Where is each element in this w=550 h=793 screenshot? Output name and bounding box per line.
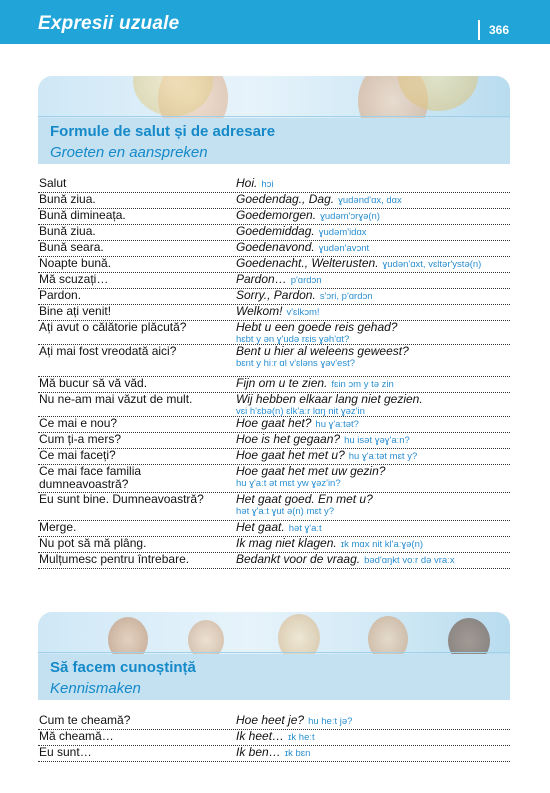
dutch-phrase-cell	[236, 273, 516, 287]
romanian-phrase: Bine ați venit!	[39, 304, 112, 318]
phrase-row	[38, 714, 510, 730]
pronunciation: ɣudən'avɔnt	[318, 243, 370, 254]
dutch-phrase-cell	[236, 257, 516, 271]
phrase-row	[38, 417, 510, 433]
dutch-phrase: Hoe heet je?	[236, 713, 305, 727]
phrase-row	[38, 730, 510, 746]
pronunciation: hu ɣ'aːtət mɛt y?	[348, 451, 418, 462]
pronunciation: hɛbt y ən ɣ'udə rɛis ɣəh'ɑt?	[236, 334, 350, 345]
phrase-row	[38, 377, 510, 393]
header-bar	[0, 0, 550, 44]
romanian-phrase: Nu ne-am mai văzut de mult.	[39, 392, 193, 406]
dutch-phrase: Pardon…	[236, 272, 287, 286]
pronunciation: hu ɣ'aːtət?	[315, 419, 359, 430]
dutch-phrase: Ik heet…	[236, 729, 285, 743]
phrase-row	[38, 345, 510, 377]
phrase-row	[38, 746, 510, 762]
section-heading	[38, 654, 510, 700]
dutch-phrase: Hoe gaat het met uw gezin?	[236, 464, 386, 478]
dutch-phrase: Goedenacht., Welterusten.	[236, 256, 379, 270]
dutch-phrase-cell	[236, 177, 516, 191]
phrase-row	[38, 177, 510, 193]
dutch-phrase-cell	[236, 241, 516, 255]
dutch-phrase-cell	[236, 393, 516, 417]
romanian-phrase: Mă cheamă…	[39, 729, 114, 743]
pronunciation: s'ɔri, p'ɑrdɔn	[319, 291, 373, 302]
pronunciation: hət ɣ'aːt ɣut ə(n) mɛt y?	[236, 506, 335, 517]
phrase-row	[38, 393, 510, 417]
dutch-phrase: Hebt u een goede reis gehad?	[236, 320, 398, 334]
dutch-phrase: Bedankt voor de vraag.	[236, 552, 361, 566]
dutch-phrase: Hoe gaat het?	[236, 416, 312, 430]
pronunciation: fɛin ɔm y tə zin	[331, 379, 394, 390]
phrase-row	[38, 241, 510, 257]
dutch-phrase: Hoe gaat het met u?	[236, 448, 345, 462]
dutch-phrase: Hoe is het gegaan?	[236, 432, 341, 446]
pronunciation: ɣudən'ɑxt, vɛltər'ystə(n)	[382, 259, 482, 270]
phrase-row	[38, 193, 510, 209]
phrase-row	[38, 257, 510, 273]
dutch-phrase: Welkom!	[236, 304, 283, 318]
dutch-phrase-cell	[236, 345, 516, 369]
dutch-phrase: Wij hebben elkaar lang niet gezien.	[236, 392, 423, 406]
phrase-row	[38, 537, 510, 553]
pronunciation: vɛi h'ɛbə(n) ɛlk'aːr lɑŋ nit ɣəz'in	[236, 406, 365, 417]
dutch-phrase-cell	[236, 377, 516, 391]
dutch-phrase-cell	[236, 730, 516, 744]
romanian-phrase: Ce mai face familia dumneavoastră?	[39, 464, 142, 491]
page-number: 366	[489, 23, 510, 37]
pronunciation: ɪk heːt	[288, 732, 315, 743]
romanian-phrase: Mulțumesc pentru întrebare.	[39, 552, 190, 566]
romanian-phrase: Bună seara.	[39, 240, 104, 254]
romanian-phrase: Mă scuzați…	[39, 272, 109, 286]
dutch-phrase-cell	[236, 417, 516, 431]
dutch-phrase-cell	[236, 305, 516, 319]
header-divider	[478, 20, 480, 40]
dutch-phrase-cell	[236, 537, 516, 551]
dutch-phrase: Het gaat.	[236, 520, 285, 534]
dutch-phrase: Sorry., Pardon.	[236, 288, 316, 302]
dutch-phrase-cell	[236, 321, 516, 345]
page-title: Expresii uzuale	[38, 13, 180, 34]
romanian-phrase: Merge.	[39, 520, 77, 534]
pronunciation: ɣudəm'ɔrɣə(n)	[320, 211, 380, 222]
dutch-phrase: Goedendag., Dag.	[236, 192, 335, 206]
dutch-phrase: Goedenavond.	[236, 240, 315, 254]
phrase-row	[38, 493, 510, 521]
dutch-phrase-cell	[236, 493, 516, 517]
dutch-phrase: Hoi.	[236, 176, 258, 190]
pronunciation: hu heːt jə?	[308, 716, 353, 727]
dutch-phrase: Goedemiddag.	[236, 224, 315, 238]
dutch-phrase: Ik mag niet klagen.	[236, 536, 337, 550]
section-subtitle: Kennismaken	[50, 680, 141, 697]
romanian-phrase: Noapte bună.	[39, 256, 112, 270]
dutch-phrase: Fijn om u te zien.	[236, 376, 328, 390]
romanian-phrase: Bună ziua.	[39, 192, 96, 206]
phrase-row	[38, 449, 510, 465]
dutch-phrase: Het gaat goed. En met u?	[236, 492, 373, 506]
romanian-phrase: Nu pot să mă plâng.	[39, 536, 147, 550]
phrase-row	[38, 433, 510, 449]
dutch-phrase: Ik ben…	[236, 745, 281, 759]
dutch-phrase-cell	[236, 521, 516, 535]
pronunciation: hət ɣ'aːt	[288, 523, 322, 534]
romanian-phrase: Cum ți-a mers?	[39, 432, 122, 446]
phrase-row	[38, 225, 510, 241]
phrase-row	[38, 209, 510, 225]
phrase-row	[38, 273, 510, 289]
romanian-phrase: Salut	[39, 176, 67, 190]
pronunciation: ɣudənd'ɑx, dɑx	[338, 195, 402, 206]
dutch-phrase-cell	[236, 433, 516, 447]
section-subtitle: Groeten en aanspreken	[50, 144, 208, 161]
pronunciation: ɣudəm'idɑx	[318, 227, 367, 238]
phrase-row	[38, 321, 510, 345]
romanian-phrase: Eu sunt bine. Dumneavoastră?	[39, 492, 204, 506]
pronunciation: ɪk mɑx nit kl'aːɣə(n)	[340, 539, 424, 550]
romanian-phrase: Ați avut o călătorie plăcută?	[39, 320, 187, 334]
section-title: Să facem cunoștință	[50, 659, 196, 676]
pronunciation: bəd'ɑŋkt voːr də vraːx	[364, 555, 455, 566]
phrase-row	[38, 465, 510, 493]
pronunciation: hu ɣ'aːt ət mɛt yw ɣəz'in?	[236, 478, 341, 489]
section-photo-banner	[38, 612, 510, 654]
pronunciation: bɛnt y hiːr ɑl v'ɛləns ɣəv'est?	[236, 358, 356, 369]
dutch-phrase-cell	[236, 714, 516, 728]
phrase-row	[38, 553, 510, 569]
romanian-phrase: Cum te cheamă?	[39, 713, 131, 727]
dutch-phrase-cell	[236, 289, 516, 303]
dutch-phrase-cell	[236, 449, 516, 463]
dutch-phrase-cell	[236, 746, 516, 760]
romanian-phrase: Bună ziua.	[39, 224, 96, 238]
dutch-phrase: Goedemorgen.	[236, 208, 317, 222]
phrase-row	[38, 305, 510, 321]
dutch-phrase-cell	[236, 193, 516, 207]
romanian-phrase: Mă bucur să vă văd.	[39, 376, 148, 390]
section-heading	[38, 118, 510, 164]
phrase-row	[38, 289, 510, 305]
romanian-phrase: Bună dimineața.	[39, 208, 126, 222]
pronunciation: v'ɛlkɔm!	[286, 307, 320, 318]
section-photo-banner	[38, 76, 510, 118]
section-title: Formule de salut și de adresare	[50, 123, 276, 140]
dutch-phrase: Bent u hier al weleens geweest?	[236, 344, 409, 358]
dutch-phrase-cell	[236, 209, 516, 223]
romanian-phrase: Eu sunt…	[39, 745, 92, 759]
pronunciation: p'ɑrdɔn	[290, 275, 322, 286]
dutch-phrase-cell	[236, 553, 516, 567]
romanian-phrase: Pardon.	[39, 288, 82, 302]
pronunciation: hu isət ɣəɣ'aːn?	[344, 435, 410, 446]
romanian-phrase: Ați mai fost vreodată aici?	[39, 344, 177, 358]
dutch-phrase-cell	[236, 225, 516, 239]
romanian-phrase: Ce mai e nou?	[39, 416, 118, 430]
phrase-row	[38, 521, 510, 537]
dutch-phrase-cell	[236, 465, 516, 489]
pronunciation: ɪk bɛn	[284, 748, 311, 759]
pronunciation: hɔi	[261, 179, 274, 190]
romanian-phrase: Ce mai faceți?	[39, 448, 116, 462]
